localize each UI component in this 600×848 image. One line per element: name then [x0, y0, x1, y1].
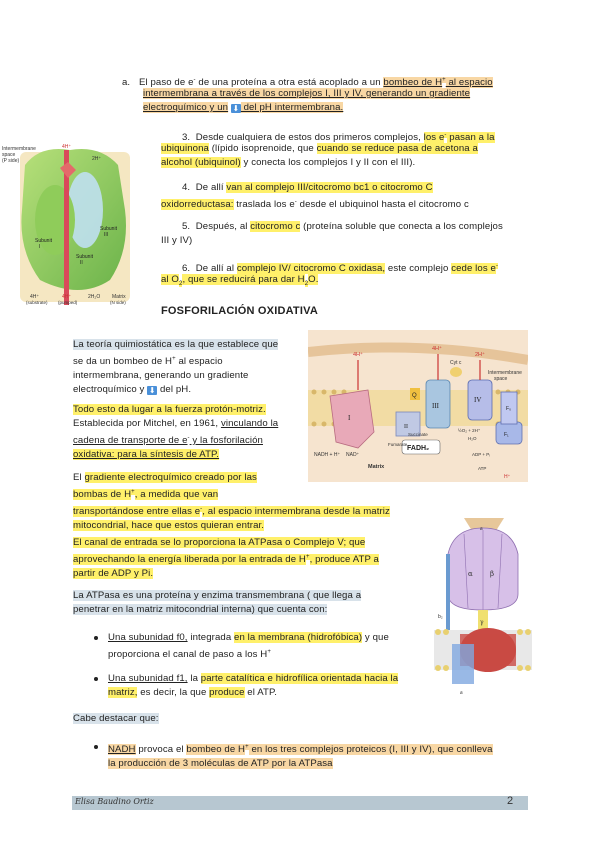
fig3-a-bottom: a — [460, 690, 463, 696]
bullet-2: Una subunidad f1, la parte catalítica e hidrofílica orientada hacia la matriz, es decir, la que produce el ATP. — [108, 673, 399, 698]
step-6-line2: al $O_2$, que se reducirá para dar $H_2O$. — [161, 274, 319, 287]
fig1-h4: 4H⁺ — [62, 144, 72, 150]
fig3-beta: β — [490, 570, 495, 578]
bullet-dot — [94, 745, 98, 749]
fig1-bottom2b: (pumped) — [58, 300, 78, 305]
step-5-line2: III y IV) — [161, 235, 193, 246]
fig2-c4: IV — [474, 396, 482, 404]
page-number: 2 — [507, 795, 514, 807]
fig1-bottom1b: (substrate) — [26, 300, 48, 305]
para-3: El gradiente electroquímico creado por las bombas de H+, a medida que van transportándose entre ellas e , al espacio intermembrana desde la matriz mitocondrial, hace que estos quieran entrar. — [73, 472, 390, 532]
item-a-line3: electroquímico y un ⬇ del pH intermembrana. — [143, 102, 344, 113]
fig1-intermembrane: Intermembrane — [2, 146, 36, 152]
fig1-nside: (N side) — [110, 300, 126, 305]
fig1-space: space — [2, 152, 16, 158]
fig1-subunit1b: I — [39, 244, 41, 250]
fig1-subunit2: Subunit — [76, 254, 93, 260]
fig1-subunit3b: III — [104, 232, 109, 238]
fig1-matrix: Matrix — [112, 294, 126, 300]
para-6: Cabe destacar que: — [73, 713, 159, 724]
fig1-h2: 2H⁺ — [92, 156, 102, 162]
footer-author: Elisa Baudino Ortiz — [75, 797, 154, 806]
figure-cytochrome-oxidase — [0, 140, 140, 310]
atp-synthase-f1 — [496, 422, 522, 444]
fig3-a-top: a — [480, 526, 483, 532]
bullet-1: Una subunidad f0, integrada en la membrana (hidrofóbica) y que proporciona el canal de paso a los H+ — [108, 632, 389, 661]
step-3-line2: ubiquinona (lípido isoprenoide, que cuando se reduce pasa de acetona a — [161, 143, 478, 154]
bullet-dot — [94, 636, 98, 640]
fig2-h2o: H₂O — [468, 436, 477, 441]
step-6: 6. De allí al complejo IV/ citocromo C oxidasa, este complejo cede los e- — [182, 263, 499, 275]
step-4-line2: oxidorreductasa: traslada los e- desde el ubiquinol hasta el citocromo c — [161, 199, 469, 211]
fig2-atp: ATP — [478, 466, 487, 471]
figure-atp-synthase — [434, 514, 532, 704]
figure-electron-transport-chain — [308, 330, 528, 482]
step-3: 3. Desde cualquiera de estos dos primeros complejos, los e- pasan a la — [182, 132, 495, 144]
fig2-cytc: Cyt c — [450, 360, 462, 366]
fig2-intermembrane: Intermembrane — [488, 370, 522, 376]
fig2-fadh: FADH₂ — [407, 445, 430, 452]
fig2-h4b: 4H⁺ — [432, 346, 442, 352]
fig2-matrix: Matrix — [368, 464, 385, 470]
fig1-subunit2b: II — [80, 260, 83, 266]
fig2-nad: NAD⁺ — [346, 452, 360, 458]
item-a-line2: intermembrana a través de los complejos I, III y IV, generando un gradiente — [143, 88, 471, 99]
cytochrome-c — [450, 367, 462, 377]
fig2-fumarate: Fumarate — [388, 442, 408, 447]
step-5: 5. Después, al citocromo c (proteína soluble que conecta a los complejos — [182, 221, 503, 232]
item-a-marker: a. — [122, 77, 131, 89]
arrow-down-icon: ⬇ — [232, 104, 240, 113]
fig2-h2: 2H⁺ — [475, 352, 485, 358]
fig2-adp: ADP + Pᵢ — [472, 452, 491, 457]
fig2-q: Q — [412, 393, 417, 399]
fig2-c3: III — [432, 402, 439, 410]
step-3-line3: alcohol (ubiquinol) y conecta los complejos I y II con el III). — [161, 157, 416, 168]
fig1-pside: (P side) — [2, 158, 20, 164]
bullet-3: NADH provoca el bombeo de H+ en los tres complejos proteicos (I, III y IV), que conlleva la producción de 3 moléculas de ATP por la ATPasa — [108, 744, 493, 770]
fig2-c2: II — [404, 424, 408, 430]
fig1-bottom1: 4H⁺ — [30, 294, 40, 300]
fig2-succinate: Succinate — [408, 432, 428, 437]
fig1-subunit3: Subunit — [100, 226, 117, 232]
fig3-alpha: α — [468, 570, 473, 578]
item-a: a. El paso de e- de una proteína a otra está acoplado a un bombeo de H+ al espacio — [122, 77, 493, 89]
fig2-o2: ½O₂ + 2H⁺ — [458, 428, 481, 433]
fig2-c1: I — [348, 414, 351, 422]
fig3-b: b₂ — [438, 614, 443, 620]
para-5: La ATPasa es una proteína y enzima transmembrana ( que llega a penetrar en la matriz mitocondrial interna) que cuenta con: — [73, 590, 362, 615]
fig2-f0: F₀ — [506, 406, 512, 412]
fig2-f1: F₁ — [504, 432, 509, 438]
step-4: 4. De allí van al complejo III/citocromo bc1 o citocromo C — [182, 182, 433, 193]
bullet-dot — [94, 677, 98, 681]
para-1: La teoría quimiostática es la que establece que se da un bombeo de H+ al espacio intermembrana, generando un gradiente electroquímico y ⬇ del pH. — [73, 339, 279, 396]
a-subunit — [452, 644, 474, 684]
fig1-bottom2: 4H⁺ — [62, 294, 72, 300]
para-2: Todo esto da lugar a la fuerza protón-motriz. Establecida por Mitchel, en 1961, vinculando la cadena de transporte de e- y la fosforilación oxidativa: para la síntesis de ATP. — [73, 404, 279, 461]
fig2-nadh: NADH + H⁺ — [314, 452, 341, 458]
fig2-hplus: H⁺ — [504, 474, 511, 480]
fig1-subunit1: Subunit — [35, 238, 52, 244]
fig2-h4a: 4H⁺ — [353, 352, 363, 358]
arrow-down-icon: ⬇ — [148, 386, 156, 396]
fig1-bottom3: 2H₂O — [88, 294, 101, 300]
para-4: El canal de entrada se lo proporciona la ATPasa o Complejo V; que aprovechando la energía liberada por la entrada de H+, produce ATP a partir de ADP y Pi. — [73, 537, 379, 580]
section-title: FOSFORILACIÓN OXIDATIVA — [161, 305, 318, 317]
fig3-gamma: γ — [480, 619, 484, 626]
fig2-space: space — [494, 376, 508, 382]
